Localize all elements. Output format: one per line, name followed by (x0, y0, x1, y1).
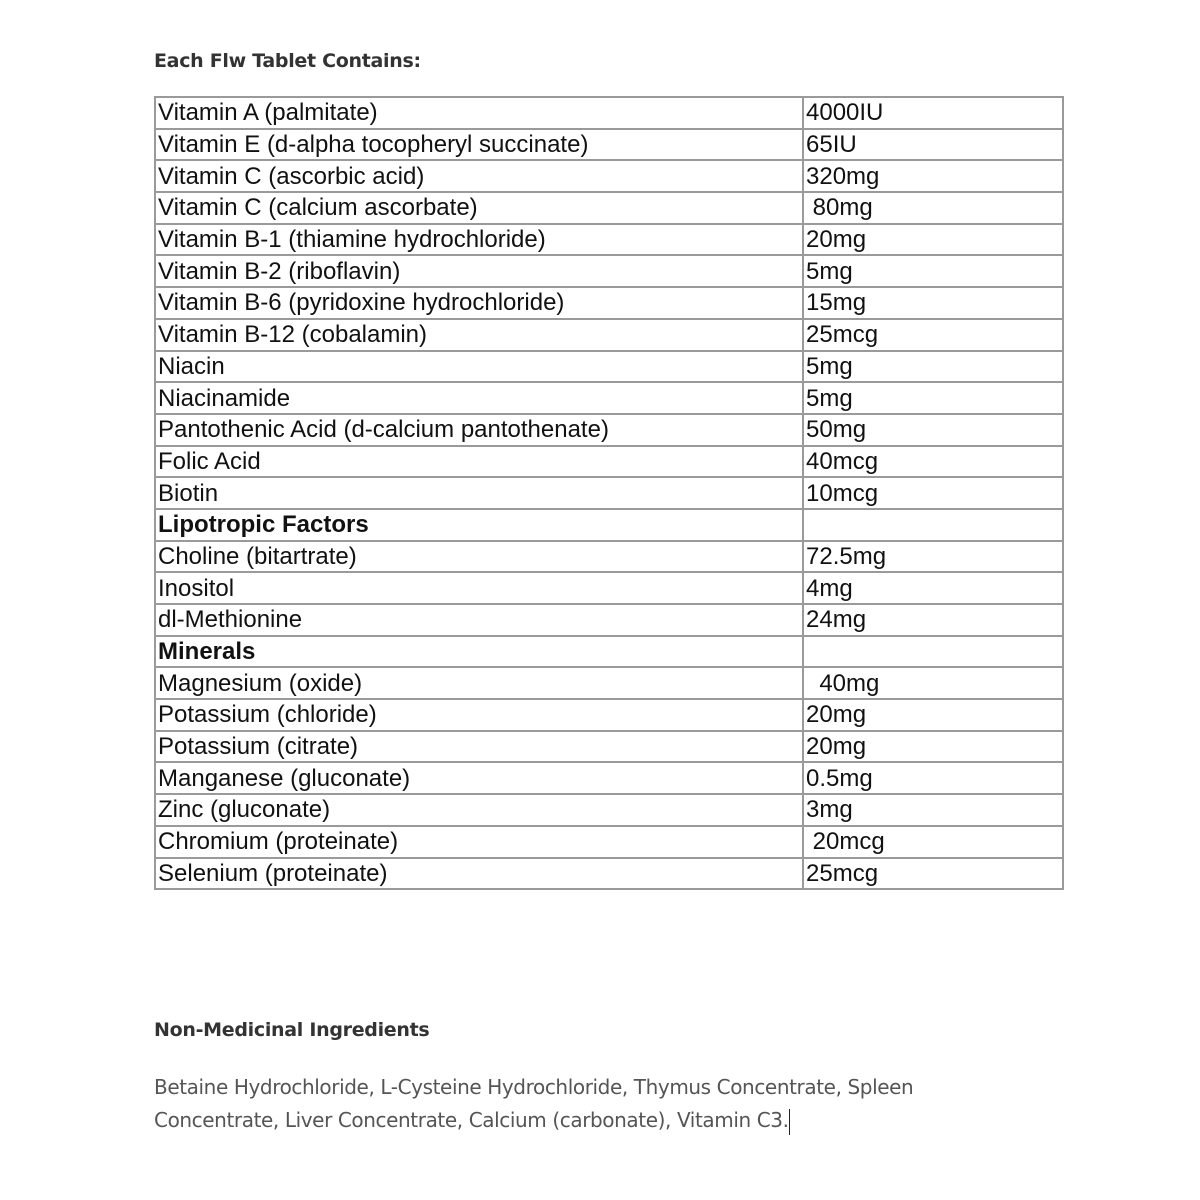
non-medicinal-list: Betaine Hydrochloride, L-Cysteine Hydrochloride, Thymus Concentrate, Spleen Concentrate, Liver Concentrate, Calcium (carbonate), Vitamin C3. (154, 1075, 914, 1132)
ingredient-amount: 40mcg (803, 446, 1063, 478)
ingredient-amount: 24mg (803, 604, 1063, 636)
ingredient-name: Vitamin B-6 (pyridoxine hydrochloride) (155, 287, 803, 319)
table-row (155, 477, 1063, 509)
table-row (155, 97, 1063, 129)
ingredient-name: Inositol (155, 572, 803, 604)
ingredient-amount: 5mg (803, 255, 1063, 287)
table-row (155, 129, 1063, 161)
ingredient-name: Vitamin B-1 (thiamine hydrochloride) (155, 224, 803, 256)
section-header-row (155, 509, 1063, 541)
ingredient-amount: 4mg (803, 572, 1063, 604)
ingredient-name: Vitamin C (ascorbic acid) (155, 160, 803, 192)
ingredient-amount: 80mg (803, 192, 1063, 224)
ingredient-name: Vitamin A (palmitate) (155, 97, 803, 129)
table-row (155, 160, 1063, 192)
ingredient-amount: 0.5mg (803, 762, 1063, 794)
ingredient-amount: 20mg (803, 224, 1063, 256)
table-row (155, 382, 1063, 414)
table-row (155, 414, 1063, 446)
tablet-contents-heading: Each Flw Tablet Contains: (154, 50, 421, 72)
ingredient-name: Vitamin E (d-alpha tocopheryl succinate) (155, 129, 803, 161)
table-row (155, 446, 1063, 478)
table-row (155, 794, 1063, 826)
non-medicinal-heading: Non-Medicinal Ingredients (154, 1019, 430, 1041)
ingredient-name: Niacin (155, 351, 803, 383)
ingredient-amount: 3mg (803, 794, 1063, 826)
section-title: Minerals (155, 636, 803, 668)
ingredient-name: Vitamin B-2 (riboflavin) (155, 255, 803, 287)
ingredient-amount: 10mcg (803, 477, 1063, 509)
section-title: Lipotropic Factors (155, 509, 803, 541)
ingredient-amount: 4000IU (803, 97, 1063, 129)
ingredient-name: dl-Methionine (155, 604, 803, 636)
ingredient-amount: 50mg (803, 414, 1063, 446)
ingredient-amount: 5mg (803, 351, 1063, 383)
ingredient-amount: 65IU (803, 129, 1063, 161)
table-row (155, 826, 1063, 858)
table-row (155, 604, 1063, 636)
ingredient-amount: 5mg (803, 382, 1063, 414)
ingredient-name: Choline (bitartrate) (155, 541, 803, 573)
ingredient-name: Manganese (gluconate) (155, 762, 803, 794)
ingredient-amount: 40mg (803, 667, 1063, 699)
table-row (155, 731, 1063, 763)
non-medicinal-text[interactable] (154, 1071, 1014, 1137)
ingredient-name: Niacinamide (155, 382, 803, 414)
ingredients-table (154, 96, 1064, 890)
ingredient-amount: 20mg (803, 699, 1063, 731)
ingredient-name: Chromium (proteinate) (155, 826, 803, 858)
table-row (155, 287, 1063, 319)
ingredient-name: Zinc (gluconate) (155, 794, 803, 826)
ingredient-amount: 72.5mg (803, 541, 1063, 573)
text-cursor (789, 1109, 790, 1135)
table-row (155, 224, 1063, 256)
ingredient-amount: 20mg (803, 731, 1063, 763)
table-row (155, 699, 1063, 731)
ingredient-amount: 20mcg (803, 826, 1063, 858)
ingredient-name: Biotin (155, 477, 803, 509)
table-row (155, 541, 1063, 573)
table-row (155, 572, 1063, 604)
ingredient-amount: 15mg (803, 287, 1063, 319)
ingredient-name: Vitamin C (calcium ascorbate) (155, 192, 803, 224)
section-header-row (155, 636, 1063, 668)
ingredient-name: Potassium (chloride) (155, 699, 803, 731)
ingredient-name: Magnesium (oxide) (155, 667, 803, 699)
table-row (155, 858, 1063, 890)
ingredient-amount (803, 636, 1063, 668)
ingredient-name: Vitamin B-12 (cobalamin) (155, 319, 803, 351)
table-row (155, 762, 1063, 794)
ingredient-amount: 25mcg (803, 319, 1063, 351)
ingredient-name: Folic Acid (155, 446, 803, 478)
table-row (155, 255, 1063, 287)
ingredient-name: Selenium (proteinate) (155, 858, 803, 890)
table-row (155, 351, 1063, 383)
table-row (155, 319, 1063, 351)
ingredient-amount (803, 509, 1063, 541)
ingredient-name: Potassium (citrate) (155, 731, 803, 763)
ingredient-name: Pantothenic Acid (d-calcium pantothenate) (155, 414, 803, 446)
ingredient-amount: 25mcg (803, 858, 1063, 890)
ingredient-amount: 320mg (803, 160, 1063, 192)
table-row (155, 192, 1063, 224)
table-row (155, 667, 1063, 699)
